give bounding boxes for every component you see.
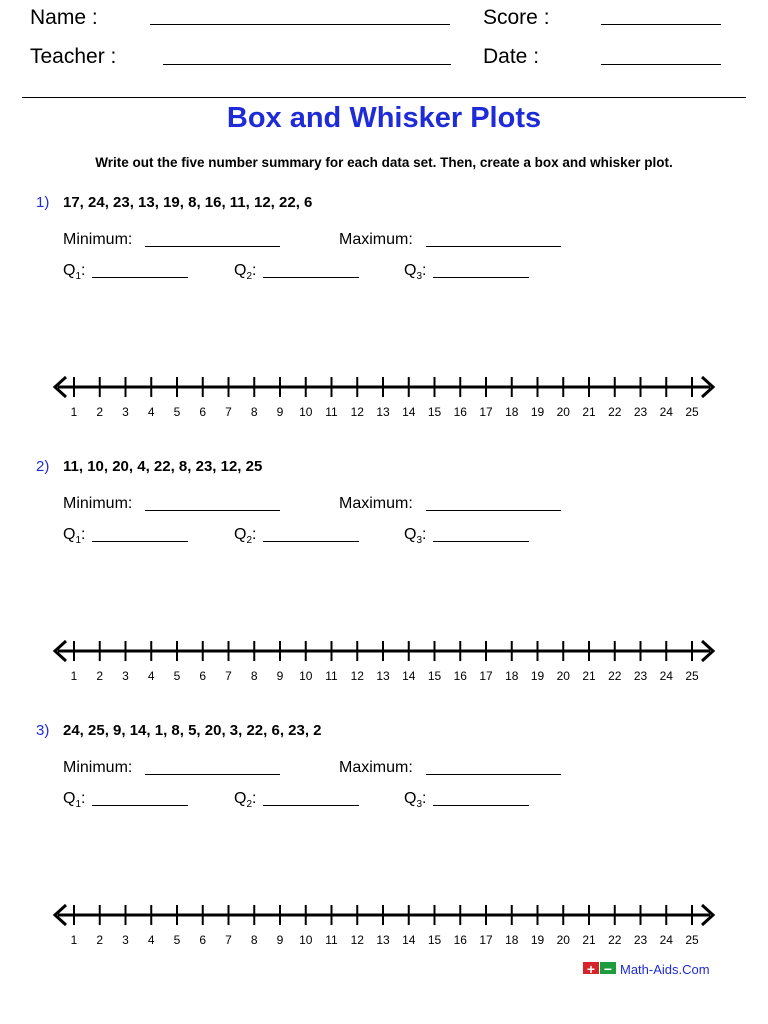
problem-2-number-line bbox=[48, 634, 720, 694]
problem-1-q3-label: $Q_3$: bbox=[404, 262, 427, 283]
problem-1-number-line-tick-label: 15 bbox=[427, 405, 442, 419]
problem-3-q2-line bbox=[263, 805, 359, 806]
problem-1-number-line bbox=[48, 370, 720, 430]
problem-2-number-line-tick-label: 2 bbox=[96, 669, 104, 683]
problem-3-number-line-tick-label: 21 bbox=[582, 933, 596, 947]
problem-1-minimum-line bbox=[145, 246, 280, 247]
problem-3-number-line-tick-label: 15 bbox=[427, 933, 442, 947]
problem-1-number-line-tick-label: 13 bbox=[376, 405, 390, 419]
problem-3-number-line bbox=[48, 898, 720, 958]
page-title: Box and Whisker Plots bbox=[226, 102, 542, 134]
problem-2-number-line-tick-label: 17 bbox=[479, 669, 493, 683]
problem-1-number-line-tick-label: 17 bbox=[479, 405, 493, 419]
problem-3-number-line-tick-label: 3 bbox=[122, 933, 129, 947]
name-label: Name : bbox=[30, 6, 98, 29]
problem-1-number-line-tick-label: 3 bbox=[122, 405, 129, 419]
problem-3-q3-label: $Q_3$: bbox=[404, 790, 427, 811]
problem-1-number-line-tick-label: 11 bbox=[325, 405, 338, 419]
problem-1-number-line-tick-label: 6 bbox=[199, 405, 207, 419]
problem-3-number-line-tick-label: 12 bbox=[350, 933, 364, 947]
problem-1-number-line-tick-label: 16 bbox=[453, 405, 467, 419]
problem-2-number-line-tick-label: 13 bbox=[376, 669, 390, 683]
problem-2-number-line-tick-label: 21 bbox=[582, 669, 596, 683]
date-line bbox=[601, 64, 721, 65]
problem-3-data: 24, 25, 9, 14, 1, 8, 5, 20, 3, 22, 6, 23, 2 bbox=[63, 722, 322, 739]
problem-1-number-line-tick-label: 23 bbox=[633, 405, 648, 419]
problem-3-q3-line bbox=[433, 805, 529, 806]
problem-3-number-line-tick-label: 5 bbox=[173, 933, 181, 947]
problem-2-minimum-line bbox=[145, 510, 280, 511]
problem-1-number-line-tick-label: 19 bbox=[530, 405, 545, 419]
problem-1-number-line-tick-label: 12 bbox=[350, 405, 364, 419]
problem-2-q1-label: $Q_1$: bbox=[63, 526, 86, 547]
problem-1-number-line-tick-label: 21 bbox=[582, 405, 596, 419]
problem-3-number-line-tick-label: 2 bbox=[96, 933, 104, 947]
problem-2-number: 2) bbox=[36, 458, 50, 475]
problem-1-q1-line bbox=[92, 277, 188, 278]
problem-2-number-line-tick-label: 8 bbox=[250, 669, 258, 683]
problem-1-data: 17, 24, 23, 13, 19, 8, 16, 11, 12, 22, 6 bbox=[63, 194, 313, 211]
problem-2-number-line-tick-label: 9 bbox=[276, 669, 284, 683]
problem-2-q2-line bbox=[263, 541, 359, 542]
problem-2-number-line-tick-label: 20 bbox=[556, 669, 570, 683]
problem-1-number-line-tick-label: 7 bbox=[225, 405, 232, 419]
problem-3-number-line-tick-label: 10 bbox=[299, 933, 313, 947]
problem-3-q1-line bbox=[92, 805, 188, 806]
problem-2-minimum-label: Minimum: bbox=[63, 495, 133, 512]
problem-2-number-line-tick-label: 3 bbox=[122, 669, 129, 683]
problem-2-number-line-tick-label: 14 bbox=[402, 669, 416, 683]
problem-1-number-line-tick-label: 20 bbox=[556, 405, 570, 419]
problem-3-number-line-tick-label: 1 bbox=[70, 933, 78, 947]
problem-3-number-line-tick-label: 24 bbox=[659, 933, 673, 947]
problem-3-number-line-tick-label: 17 bbox=[479, 933, 493, 947]
problem-3-number-line-tick-label: 23 bbox=[633, 933, 648, 947]
problem-3-number-line-tick-label: 18 bbox=[505, 933, 519, 947]
problem-1-number-line-tick-label: 25 bbox=[685, 405, 699, 419]
problem-2-number-line-tick-label: 18 bbox=[505, 669, 519, 683]
problem-1-number-line-tick-label: 18 bbox=[505, 405, 519, 419]
problem-1-maximum-label: Maximum: bbox=[339, 231, 413, 248]
problem-2-number-line-tick-label: 4 bbox=[147, 669, 155, 683]
problem-1-q1-label: $Q_1$: bbox=[63, 262, 86, 283]
problem-3-number-line-tick-label: 25 bbox=[685, 933, 699, 947]
problem-2-number-line-tick-label: 10 bbox=[299, 669, 313, 683]
date-label: Date : bbox=[483, 45, 540, 68]
problem-1-number-line-tick-label: 10 bbox=[299, 405, 313, 419]
problem-3-maximum-label: Maximum: bbox=[339, 759, 413, 776]
footer-logo bbox=[583, 962, 710, 974]
problem-2-number-line-tick-label: 23 bbox=[633, 669, 648, 683]
problem-3-number-line-tick-label: 22 bbox=[608, 933, 622, 947]
name-line bbox=[150, 24, 450, 25]
problem-3-number-line-tick-label: 14 bbox=[402, 933, 416, 947]
problem-3-number-line-tick-label: 20 bbox=[556, 933, 570, 947]
problem-3-minimum-label: Minimum: bbox=[63, 759, 133, 776]
plus-icon: + bbox=[583, 962, 599, 974]
problem-2-number-line-tick-label: 12 bbox=[350, 669, 364, 683]
problem-2-q1-line bbox=[92, 541, 188, 542]
problem-3-number-line-tick-label: 13 bbox=[376, 933, 390, 947]
problem-2-number-line-tick-label: 25 bbox=[685, 669, 699, 683]
problem-2-data: 11, 10, 20, 4, 22, 8, 23, 12, 25 bbox=[63, 458, 263, 475]
header-divider bbox=[22, 97, 746, 98]
problem-1-number-line-tick-label: 2 bbox=[96, 405, 104, 419]
problem-2-number-line-tick-label: 24 bbox=[659, 669, 673, 683]
minus-icon: − bbox=[600, 962, 616, 974]
problem-3-number-line-tick-label: 6 bbox=[199, 933, 207, 947]
problem-2-number-line-tick-label: 22 bbox=[608, 669, 622, 683]
problem-1-number: 1) bbox=[36, 194, 50, 211]
problem-1-number-line-tick-label: 5 bbox=[173, 405, 181, 419]
problem-2-number-line-tick-label: 7 bbox=[225, 669, 232, 683]
problem-2-number-line-tick-label: 1 bbox=[70, 669, 78, 683]
problem-2-q2-label: $Q_2$: bbox=[234, 526, 257, 547]
teacher-label: Teacher : bbox=[30, 45, 117, 68]
problem-2-number-line-tick-label: 5 bbox=[173, 669, 181, 683]
problem-2-number-line-tick-label: 16 bbox=[453, 669, 467, 683]
problem-2-number-line-tick-label: 11 bbox=[325, 669, 338, 683]
problem-1-minimum-label: Minimum: bbox=[63, 231, 133, 248]
problem-3-number-line-tick-label: 9 bbox=[276, 933, 284, 947]
problem-3-q2-label: $Q_2$: bbox=[234, 790, 257, 811]
problem-3-number-line-tick-label: 16 bbox=[453, 933, 467, 947]
problem-1-q2-line bbox=[263, 277, 359, 278]
teacher-line bbox=[163, 64, 451, 65]
problem-1-number-line-tick-label: 8 bbox=[250, 405, 258, 419]
problem-1-q3-line bbox=[433, 277, 529, 278]
problem-2-maximum-label: Maximum: bbox=[339, 495, 413, 512]
problem-3-number: 3) bbox=[36, 722, 50, 739]
problem-1-number-line-tick-label: 24 bbox=[659, 405, 673, 419]
problem-3-minimum-line bbox=[145, 774, 280, 775]
problem-1-q2-label: $Q_2$: bbox=[234, 262, 257, 283]
problem-3-number-line-tick-label: 7 bbox=[225, 933, 232, 947]
score-line bbox=[601, 24, 721, 25]
instructions: Write out the five number summary for each data set. Then, create a box and whisker plot. bbox=[95, 155, 673, 170]
score-label: Score : bbox=[483, 6, 550, 29]
problem-3-number-line-tick-label: 19 bbox=[530, 933, 545, 947]
problem-1-number-line-tick-label: 22 bbox=[608, 405, 622, 419]
problem-2-number-line-tick-label: 15 bbox=[427, 669, 442, 683]
problem-3-number-line-tick-label: 4 bbox=[147, 933, 155, 947]
problem-1-maximum-line bbox=[426, 246, 561, 247]
problem-2-number-line-tick-label: 6 bbox=[199, 669, 207, 683]
problem-3-q1-label: $Q_1$: bbox=[63, 790, 86, 811]
problem-1-number-line-tick-label: 9 bbox=[276, 405, 284, 419]
problem-2-q3-line bbox=[433, 541, 529, 542]
problem-3-number-line-tick-label: 8 bbox=[250, 933, 258, 947]
problem-2-number-line-tick-label: 19 bbox=[530, 669, 545, 683]
problem-1-number-line-tick-label: 14 bbox=[402, 405, 416, 419]
problem-2-q3-label: $Q_3$: bbox=[404, 526, 427, 547]
footer-site-text: Math-Aids.Com bbox=[620, 962, 710, 974]
problem-1-number-line-tick-label: 1 bbox=[70, 405, 78, 419]
problem-1-number-line-tick-label: 4 bbox=[147, 405, 155, 419]
problem-2-maximum-line bbox=[426, 510, 561, 511]
problem-3-number-line-tick-label: 11 bbox=[325, 933, 338, 947]
problem-3-maximum-line bbox=[426, 774, 561, 775]
